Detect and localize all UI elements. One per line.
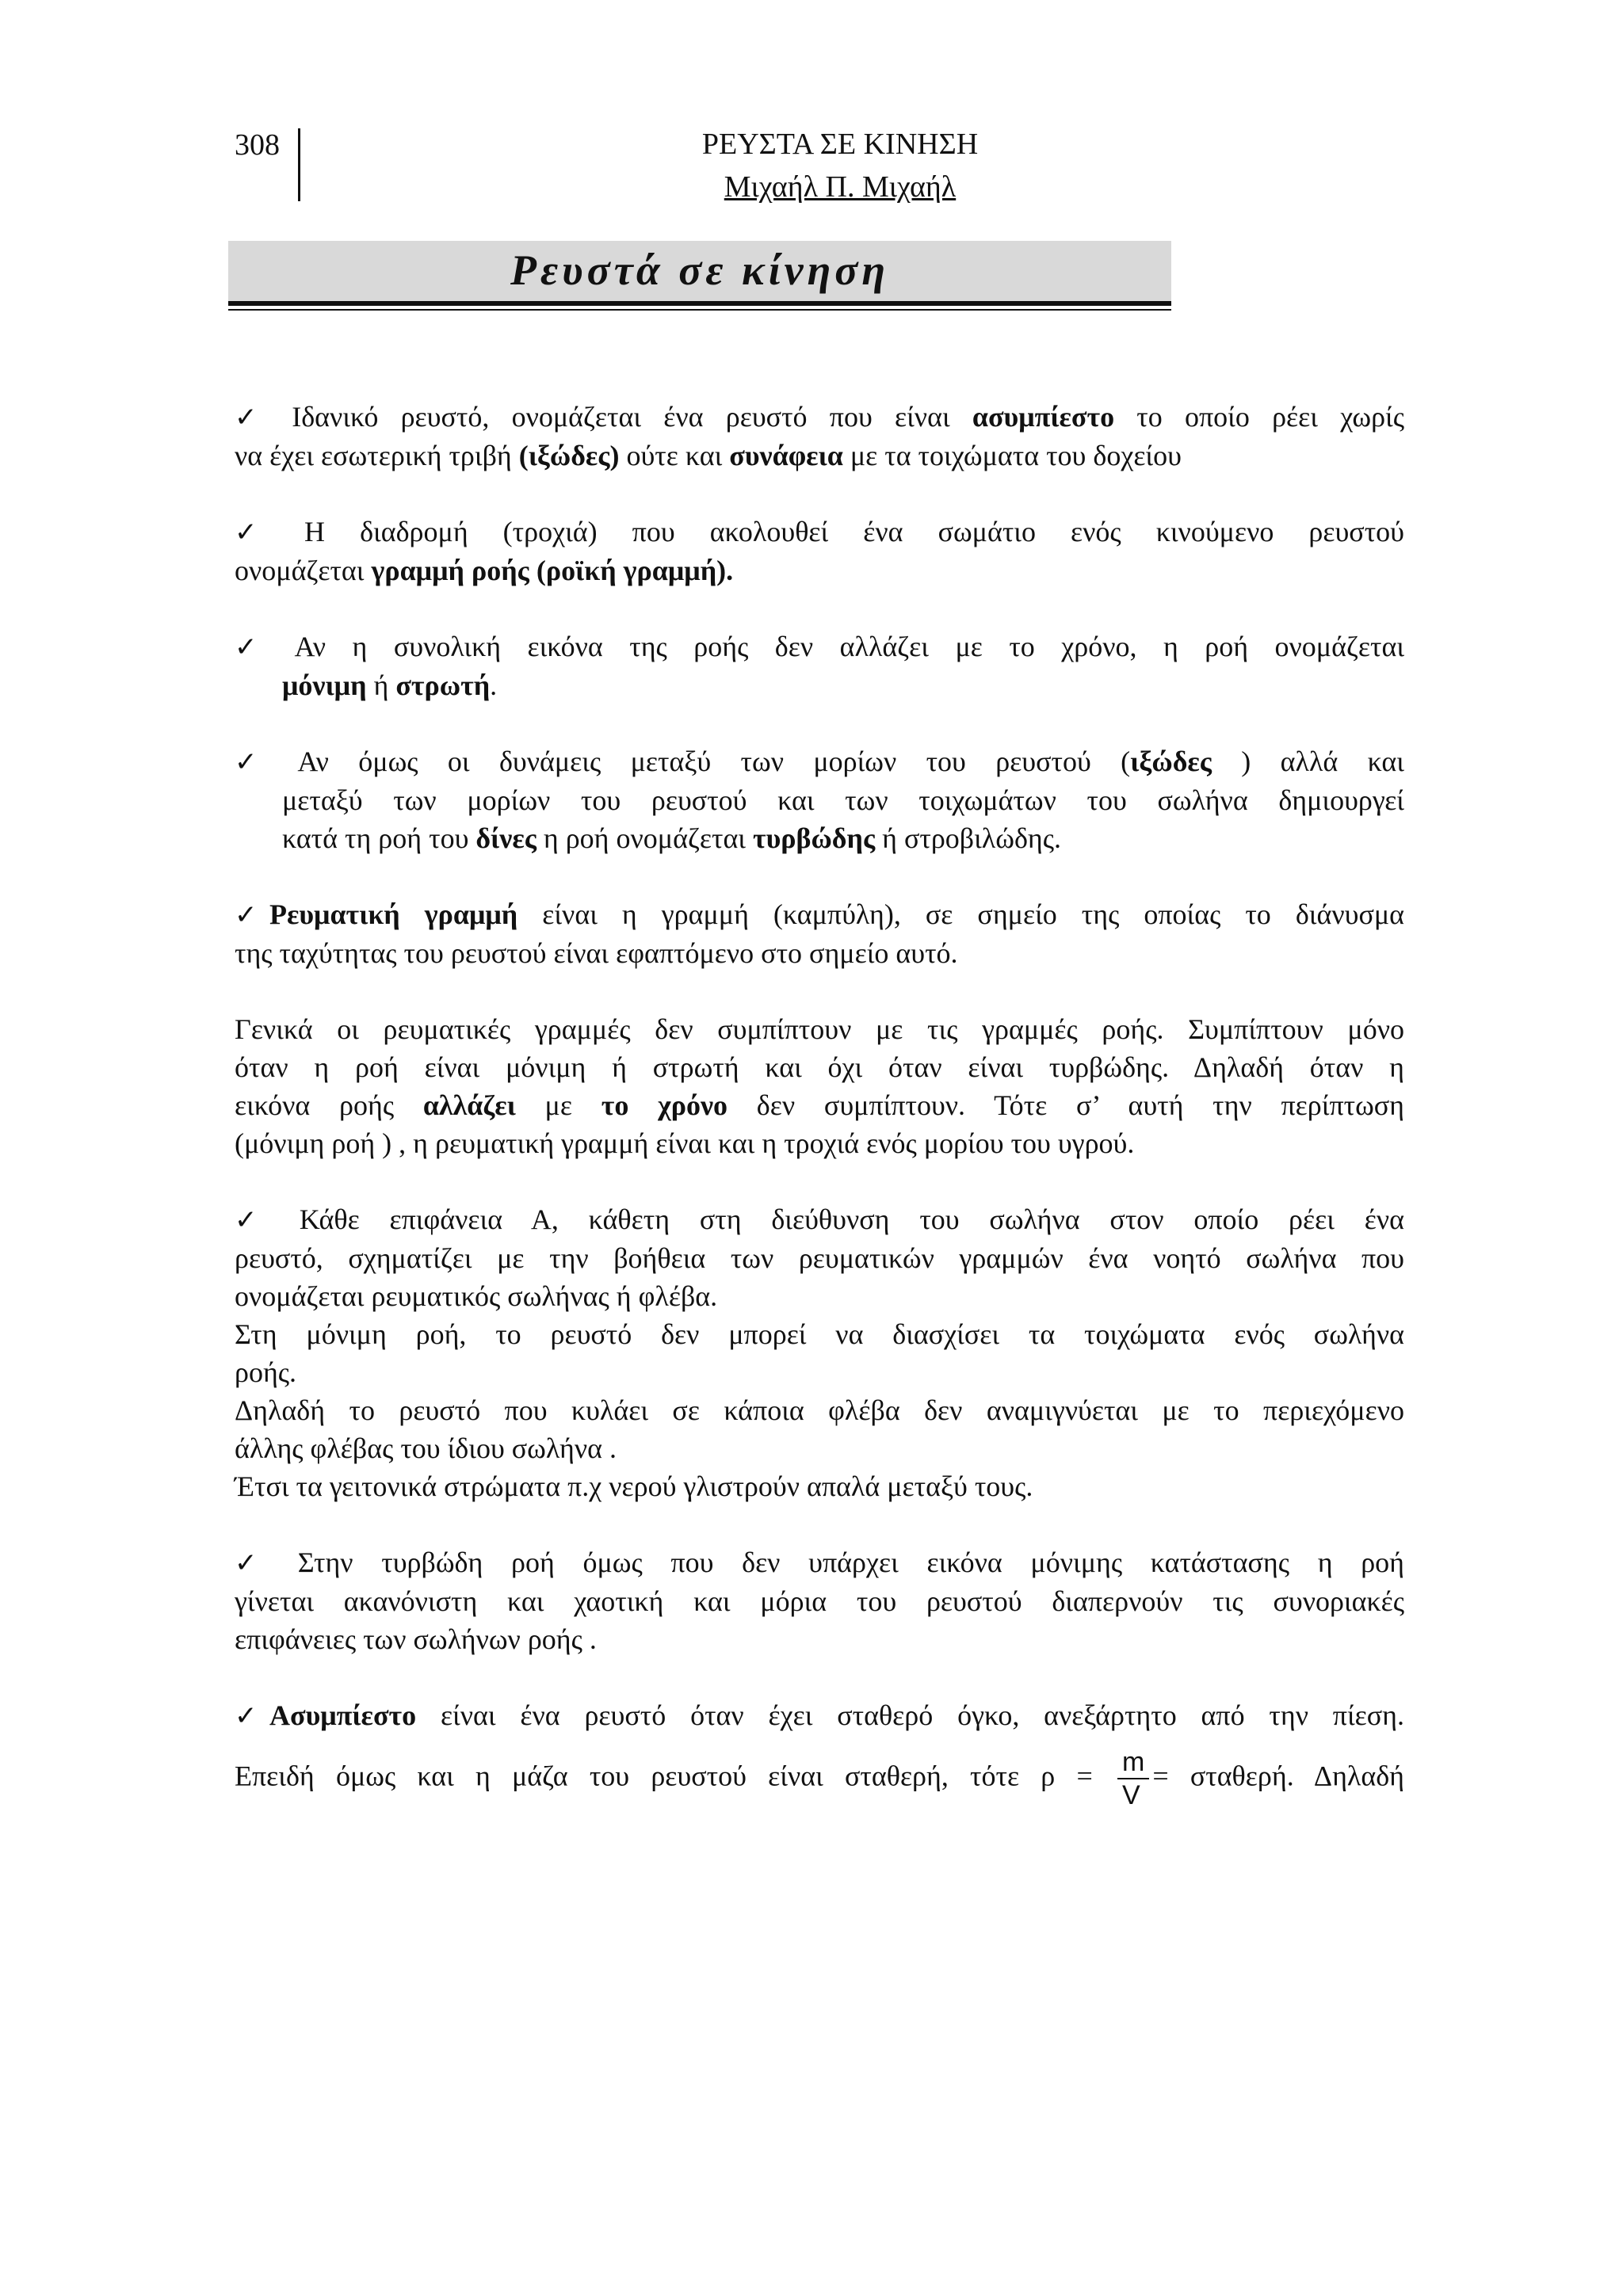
document-body xyxy=(235,398,1404,1849)
paragraph-streamline: ✓ Ρευματική γραμμή είναι η γραμμή (καμπύλη), σε σημείο της οποίας το διάνυσμα της ταχύτητας του ρευστού είναι εφαπτόμενο στο σημείο αυτό. xyxy=(235,895,1404,972)
density-fraction xyxy=(1117,1746,1149,1811)
checkmark-icon: ✓ xyxy=(235,1547,258,1579)
checkmark-icon: ✓ xyxy=(235,402,258,433)
banner-rule-thin xyxy=(228,309,1171,311)
chapter-banner xyxy=(228,241,1171,301)
checkmark-icon: ✓ xyxy=(235,899,258,931)
checkmark-icon: ✓ xyxy=(235,631,258,663)
chapter-title: Ρευστά σε κίνηση xyxy=(510,246,889,294)
page-number: 308 xyxy=(235,128,280,162)
checkmark-icon: ✓ xyxy=(235,517,258,548)
paragraph-turbulent-chaos: ✓ Στην τυρβώδη ροή όμως που δεν υπάρχει εικόνα μόνιμης κατάστασης η ροή γίνεται ακανόνιστη και χαοτική και μόρια του ρευστού διαπερνούν τις συνοριακές επιφάνειες των σωλήνων ροής . xyxy=(235,1543,1404,1658)
paragraph-flow-line: ✓ Η διαδρομή (τροχιά) που ακολουθεί ένα σωμάτιο ενός κινούμενο ρευστού ονομάζεται γραμμή ροής (ροϊκή γραμμή). xyxy=(235,513,1404,589)
header-divider xyxy=(298,128,300,201)
paragraph-turbulent-flow: ✓ Αν όμως οι δυνάμεις μεταξύ των μορίων του ρευστού (ιξώδες ) αλλά και μεταξύ των μορίων του ρευστού και των τοιχωμάτων του σωλήνα δημιουργεί κατά τη ροή του δίνες η ροή ονομάζεται τυρβώδης ή στροβιλώδης. xyxy=(235,742,1404,857)
header-title: ΡΕΥΣΤΑ ΣΕ ΚΙΝΗΣΗ xyxy=(701,128,979,161)
paragraph-steady-flow: ✓ Αν η συνολική εικόνα της ροής δεν αλλάζει με το χρόνο, η ροή ονομάζεται μόνιμη ή στρωτή. xyxy=(235,627,1404,704)
checkmark-icon: ✓ xyxy=(235,1204,258,1236)
paragraph-incompressible: ✓ Ασυμπίεστο είναι ένα ρευστό όταν έχει σταθερό όγκο, ανεξάρτητο από την πίεση. Επειδή όμως και η μάζα του ρευστού είναι σταθερή, τότε ρ = $\frac{m}{V}$ = σταθερή. Δηλαδή xyxy=(235,1696,1404,1811)
fraction-numerator: m xyxy=(1117,1746,1149,1779)
checkmark-icon: ✓ xyxy=(235,1700,258,1732)
header-author: Μιχαήλ Π. Μιχαήλ xyxy=(724,170,957,204)
paragraph-stream-tube: ✓ Κάθε επιφάνεια Α, κάθετη στη διεύθυνση του σωλήνα στον οποίο ρέει ένα ρευστό, σχηματίζει με την βοήθεια των ρευματικών γραμμών ένα νοητό σωλήνα που ονομάζεται ρευματικός σωλήνας ή φλέβα. Στη μόνιμη ροή, το ρευστό δεν μπορεί να διασχίσει τα τοιχώματα ενός σωλήνα ροής. Δηλαδή το ρευστό που κυλάει σε κάποια φλέβα δεν αναμιγνύεται με το περιεχόμενο άλλης φλέβας του ίδιου σωλήνα . Έτσι τα γειτονικά στρώματα π.χ νερού γλιστρούν απαλά μεταξύ τους. xyxy=(235,1200,1404,1505)
paragraph-ideal-fluid: ✓ Ιδανικό ρευστό, ονομάζεται ένα ρευστό που είναι ασυμπίεστο το οποίο ρέει χωρίς να έχει εσωτερική τριβή (ιξώδες) ούτε και συνάφεια με τα τοιχώματα του δοχείου xyxy=(235,398,1404,475)
checkmark-icon: ✓ xyxy=(235,746,258,778)
fraction-denominator: V xyxy=(1121,1780,1140,1810)
paragraph-streamlines-general: Γενικά οι ρευματικές γραμμές δεν συμπίπτουν με τις γραμμές ροής. Συμπίπτουν μόνο όταν η ροή είναι μόνιμη ή στρωτή και όχι όταν είναι τυρβώδης. Δηλαδή όταν η εικόνα ροής αλλάζει με το χρόνο δεν συμπίπτουν. Τότε σ’ αυτή την περίπτωση (μόνιμη ροή ) , η ρευματική γραμμή είναι και η τροχιά ενός μορίου του υγρού. xyxy=(235,1013,1405,1159)
banner-rule-thick xyxy=(228,301,1171,306)
